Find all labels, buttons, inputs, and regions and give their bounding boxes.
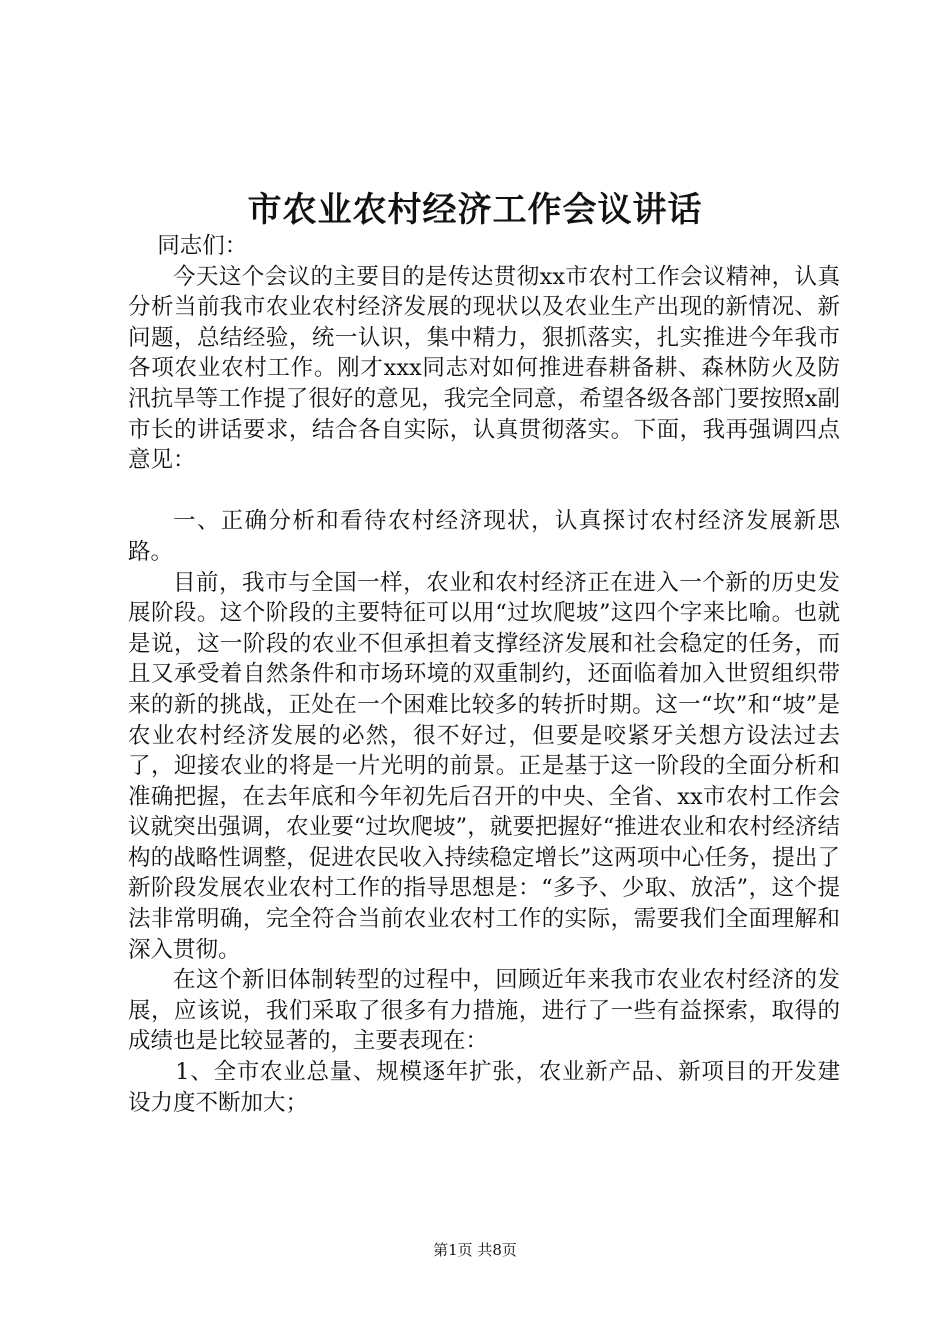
document-title: 市农业农村经济工作会议讲话 [247,190,703,230]
body-paragraph: 在这个新旧体制转型的过程中，回顾近年来我市农业农村经济的发展，应该说，我们采取了很多有力措施，进行了一些有益探索，取得的成绩也是比较显著的，主要表现在： [128,967,840,1055]
list-item-1: 1、全市农业总量、规模逐年扩张，农业新产品、新项目的开发建设力度不断加大； [128,1059,840,1116]
section-heading-1: 一、正确分析和看待农村经济现状，认真探讨农村经济发展新思路。 [128,508,840,565]
document-body [128,231,840,1118]
page-number-footer: 第1页 共8页 [433,1241,517,1259]
body-paragraph: 目前，我市与全国一样，农业和农村经济正在进入一个新的历史发展阶段。这个阶段的主要特征可以用“过坎爬坡”这四个字来比喻。也就是说，这一阶段的农业不但承担着支撑经济发展和社会稳定的任务，而且又承受着自然条件和市场环境的双重制约，还面临着加入世贸组织带来的新的挑战，正处在一个困难比较多的转折时期。这一“坎”和“坡”是农业农村经济发展的必然，很不好过，但要是咬紧牙关想方设法过去了，迎接农业的将是一片光明的前景。正是基于这一阶段的全面分析和准确把握，在去年底和今年初先后召开的中央、全省、xx市农村工作会议就突出强调，农业要“过坎爬坡”，就要把握好“推进农业和农村经济结构的战略性调整，促进农民收入持续稳定增长”这两项中心任务，提出了新阶段发展农业农村工作的指导思想是：“多予、少取、放活”，这个提法非常明确，完全符合当前农业农村工作的实际，需要我们全面理解和深入贯彻。 [128,569,840,963]
intro-paragraph: 今天这个会议的主要目的是传达贯彻xx市农村工作会议精神，认真分析当前我市农业农村经济发展的现状以及农业生产出现的新情况、新问题，总结经验，统一认识，集中精力，狠抓落实，扎实推进今年我市各项农业农村工作。刚才xxx同志对如何推进春耕备耕、森林防火及防汛抗旱等工作提了很好的意见，我完全同意，希望各级各部门要按照x副市长的讲话要求，结合各自实际，认真贯彻落实。下面，我再强调四点意见： [128,263,840,474]
greeting-paragraph: 同志们： [157,233,248,259]
